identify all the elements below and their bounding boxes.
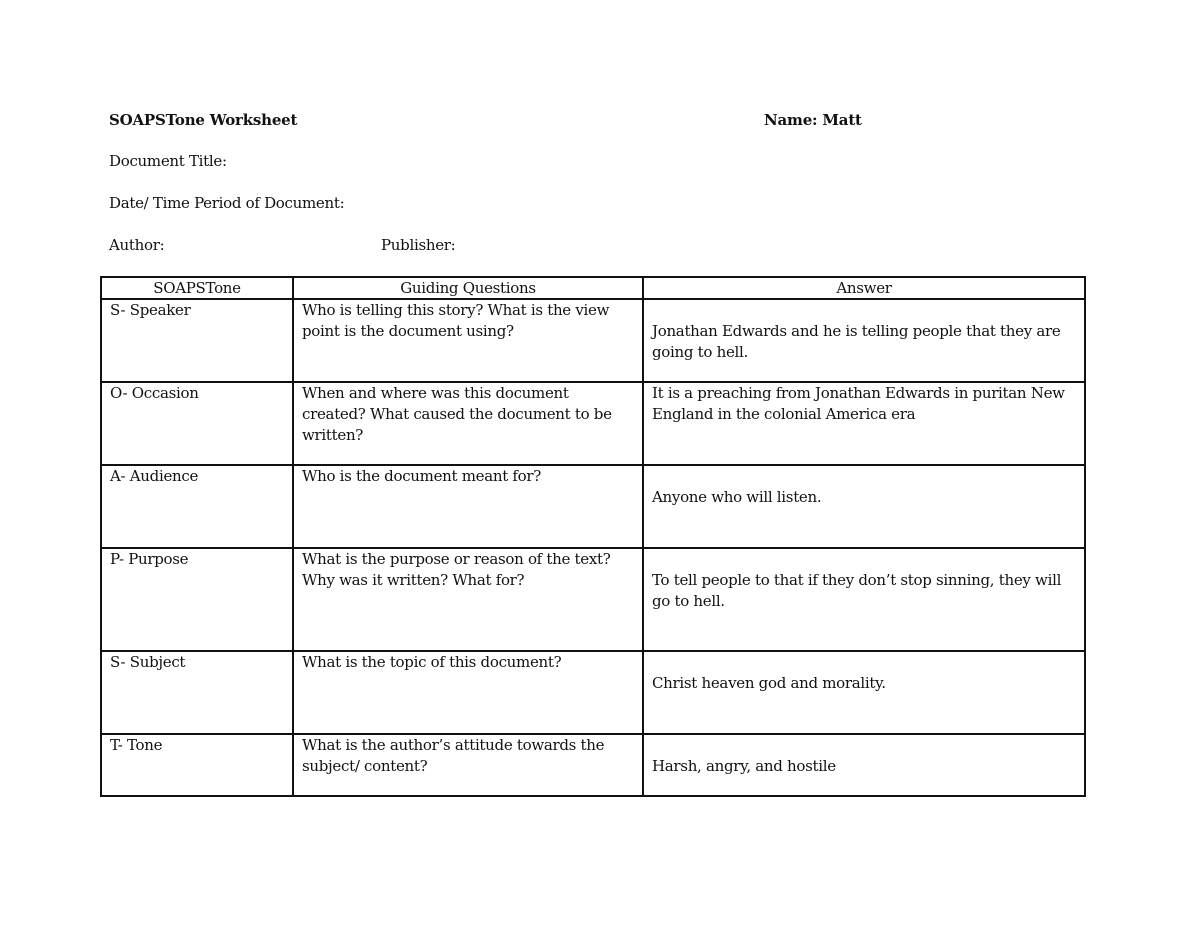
question-cell: Who is telling this story? What is the view point is the document using? bbox=[293, 299, 643, 382]
column-header-soapstone: SOAPSTone bbox=[101, 277, 293, 299]
element-cell: P- Purpose bbox=[101, 548, 293, 651]
question-cell: Who is the document meant for? bbox=[293, 465, 643, 548]
element-cell: S- Subject bbox=[101, 651, 293, 734]
element-cell: O- Occasion bbox=[101, 382, 293, 465]
table-row bbox=[101, 651, 1085, 734]
answer-cell: Harsh, angry, and hostile bbox=[643, 734, 1085, 796]
question-cell: What is the purpose or reason of the text? Why was it written? What for? bbox=[293, 548, 643, 651]
element-cell: S- Speaker bbox=[101, 299, 293, 382]
question-cell: When and where was this document created? What caused the document to be written? bbox=[293, 382, 643, 465]
date-period-label: Date/ Time Period of Document: bbox=[109, 194, 345, 212]
table-row bbox=[101, 548, 1085, 651]
column-header-guiding-questions: Guiding Questions bbox=[293, 277, 643, 299]
document-title-label: Document Title: bbox=[109, 152, 227, 170]
author-label: Author: bbox=[109, 236, 165, 254]
column-header-answer: Answer bbox=[643, 277, 1085, 299]
element-cell: T- Tone bbox=[101, 734, 293, 796]
table-row bbox=[101, 734, 1085, 796]
answer-cell: It is a preaching from Jonathan Edwards in puritan New England in the colonial America era bbox=[643, 382, 1085, 465]
question-cell: What is the author’s attitude towards the subject/ content? bbox=[293, 734, 643, 796]
table-header-row bbox=[101, 277, 1085, 299]
answer-cell: Jonathan Edwards and he is telling people that they are going to hell. bbox=[643, 299, 1085, 382]
worksheet-title: SOAPSTone Worksheet bbox=[109, 111, 298, 129]
answer-cell: Christ heaven god and morality. bbox=[643, 651, 1085, 734]
soapstone-table bbox=[100, 276, 1086, 797]
publisher-label: Publisher: bbox=[381, 236, 456, 254]
table-row bbox=[101, 382, 1085, 465]
answer-cell: Anyone who will listen. bbox=[643, 465, 1085, 548]
table-row bbox=[101, 299, 1085, 382]
answer-cell: To tell people to that if they don’t stop sinning, they will go to hell. bbox=[643, 548, 1085, 651]
element-cell: A- Audience bbox=[101, 465, 293, 548]
question-cell: What is the topic of this document? bbox=[293, 651, 643, 734]
student-name: Name: Matt bbox=[764, 111, 862, 129]
table-row bbox=[101, 465, 1085, 548]
